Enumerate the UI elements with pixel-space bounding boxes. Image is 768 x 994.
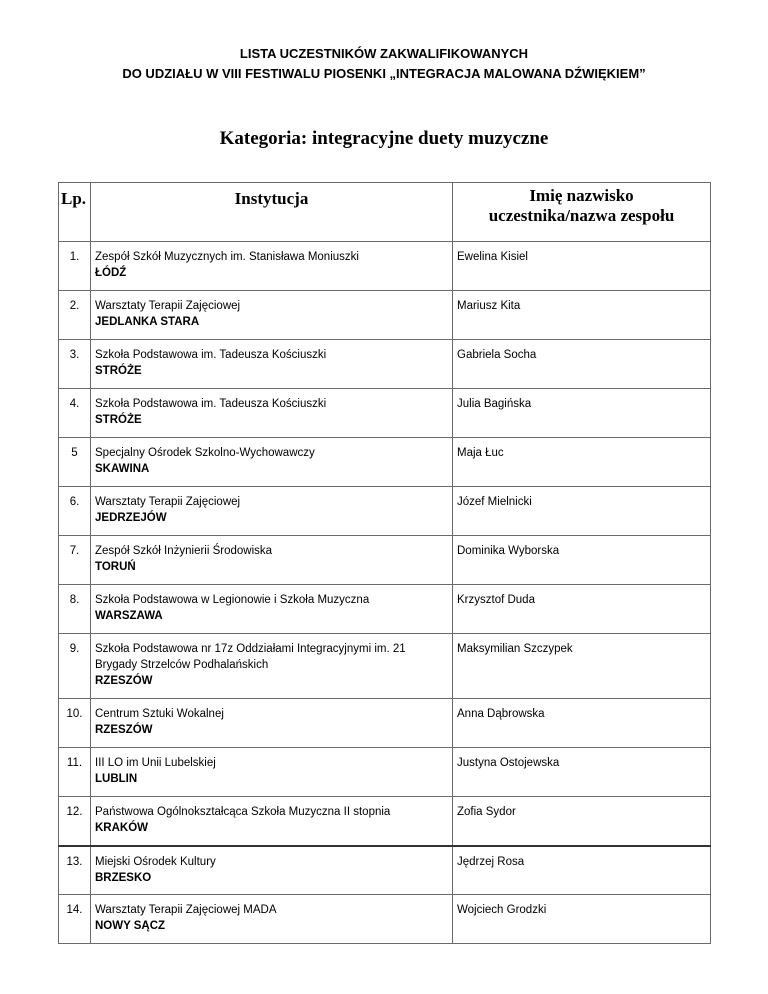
row-institution: [91, 895, 453, 944]
row-number: 10.: [59, 699, 91, 748]
row-number: 8.: [59, 585, 91, 634]
row-participant: Julia Bagińska: [453, 389, 711, 438]
header-lp: Lp.: [59, 183, 91, 242]
table-header-row: [59, 183, 711, 242]
row-number: 2.: [59, 291, 91, 340]
header-participant-line1: Imię nazwisko: [529, 186, 634, 205]
row-number: 11.: [59, 748, 91, 797]
row-number: 14.: [59, 895, 91, 944]
row-institution: [91, 846, 453, 895]
institution-name: Centrum Sztuki Wokalnej: [95, 708, 224, 720]
row-number: 7.: [59, 536, 91, 585]
row-institution: [91, 487, 453, 536]
document-header: [0, 44, 768, 84]
table-row: [59, 634, 711, 699]
row-institution: [91, 634, 453, 699]
row-participant: Wojciech Grodzki: [453, 895, 711, 944]
participants-table: [58, 182, 711, 944]
row-institution: [91, 340, 453, 389]
row-institution: [91, 748, 453, 797]
row-participant: Maksymilian Szczypek: [453, 634, 711, 699]
row-number: 12.: [59, 797, 91, 846]
institution-city: RZESZÓW: [95, 675, 153, 687]
row-institution: [91, 536, 453, 585]
row-participant: Krzysztof Duda: [453, 585, 711, 634]
row-number: 6.: [59, 487, 91, 536]
institution-city: RZESZÓW: [95, 724, 153, 736]
institution-name: Miejski Ośrodek Kultury: [95, 855, 216, 868]
header-institution: Instytucja: [91, 183, 453, 242]
row-participant: Maja Łuc: [453, 438, 711, 487]
row-institution: [91, 585, 453, 634]
institution-name: Warsztaty Terapii Zajęciowej: [95, 300, 241, 312]
row-number: 3.: [59, 340, 91, 389]
institution-city: WARSZAWA: [95, 610, 163, 622]
institution-name: Szkoła Podstawowa w Legionowie i Szkoła Muzyczna: [95, 594, 370, 606]
header-line-1: LISTA UCZESTNIKÓW ZAKWALIFIKOWANYCH: [239, 46, 529, 61]
row-participant: Anna Dąbrowska: [453, 699, 711, 748]
row-participant: Ewelina Kisiel: [453, 242, 711, 291]
row-number: 13.: [59, 846, 91, 895]
table-row: [59, 536, 711, 585]
institution-city: BRZESKO: [95, 871, 152, 884]
institution-name: Warsztaty Terapii Zajęciowej MADA: [95, 904, 277, 916]
institution-name: Warsztaty Terapii Zajęciowej: [95, 496, 241, 508]
row-number: 9.: [59, 634, 91, 699]
row-institution: [91, 291, 453, 340]
institution-city: JEDRZEJÓW: [95, 512, 167, 524]
row-participant: Dominika Wyborska: [453, 536, 711, 585]
institution-city: STRÓŻE: [95, 414, 142, 426]
institution-city: ŁÓDŹ: [95, 267, 127, 279]
row-institution: [91, 242, 453, 291]
table-row: [59, 748, 711, 797]
table-row: [59, 291, 711, 340]
row-participant: Gabriela Socha: [453, 340, 711, 389]
row-institution: [91, 797, 453, 846]
header-participant-line2: uczestnika/nazwa zespołu: [488, 206, 675, 225]
institution-name: Szkoła Podstawowa nr 17z Oddziałami Integracyjnymi im. 21 Brygady Strzelców Podhalańskich: [95, 643, 406, 671]
institution-city: TORUŃ: [95, 561, 136, 573]
row-participant: Józef Mielnicki: [453, 487, 711, 536]
institution-city: SKAWINA: [95, 463, 150, 475]
row-institution: [91, 699, 453, 748]
institution-name: Państwowa Ogólnokształcąca Szkoła Muzyczna II stopnia: [95, 806, 391, 818]
table-body: [59, 242, 711, 944]
institution-name: Zespół Szkół Muzycznych im. Stanisława Moniuszki: [95, 251, 359, 263]
institution-name: Zespół Szkół Inżynierii Środowiska: [95, 545, 273, 557]
table-row: [59, 340, 711, 389]
institution-name: III LO im Unii Lubelskiej: [95, 757, 216, 769]
row-participant: Justyna Ostojewska: [453, 748, 711, 797]
row-number: 1.: [59, 242, 91, 291]
institution-city: KRAKÓW: [95, 822, 149, 834]
institution-name: Szkoła Podstawowa im. Tadeusza Kościuszki: [95, 349, 327, 361]
header-participant: [453, 183, 711, 242]
row-number: 4.: [59, 389, 91, 438]
institution-name: Szkoła Podstawowa im. Tadeusza Kościuszki: [95, 398, 327, 410]
table-row: [59, 846, 711, 895]
table-row: [59, 487, 711, 536]
row-institution: [91, 389, 453, 438]
table-row: [59, 797, 711, 846]
table-row: [59, 438, 711, 487]
institution-city: NOWY SĄCZ: [95, 920, 166, 932]
table-row: [59, 699, 711, 748]
table-row: [59, 242, 711, 291]
table-row: [59, 585, 711, 634]
category-title: Kategoria: integracyjne duety muzyczne: [219, 128, 549, 149]
table-row: [59, 389, 711, 438]
institution-city: JEDLANKA STARA: [95, 316, 200, 328]
row-institution: [91, 438, 453, 487]
table-row: [59, 895, 711, 944]
row-number: 5: [59, 438, 91, 487]
header-line-2: DO UDZIAŁU W VIII FESTIWALU PIOSENKI „INTEGRACJA MALOWANA DŹWIĘKIEM”: [122, 66, 646, 81]
row-participant: Mariusz Kita: [453, 291, 711, 340]
institution-city: LUBLIN: [95, 773, 138, 785]
institution-city: STRÓŻE: [95, 365, 142, 377]
row-participant: Zofia Sydor: [453, 797, 711, 846]
institution-name: Specjalny Ośrodek Szkolno-Wychowawczy: [95, 447, 315, 459]
row-participant: Jędrzej Rosa: [453, 846, 711, 895]
